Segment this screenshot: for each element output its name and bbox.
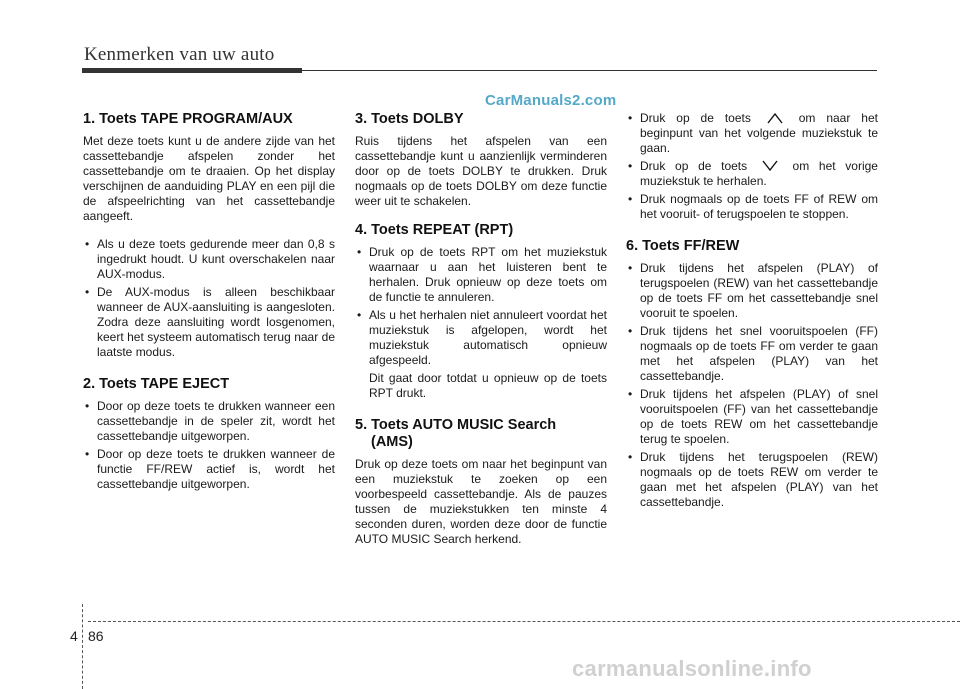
column-2 xyxy=(355,111,607,560)
header-bar-thick xyxy=(82,68,302,73)
list-item: • Als u deze toets gedurende meer dan 0,8 s ingedrukt houdt. U kunt overschakelen naar AUX-modus. xyxy=(83,237,335,282)
section-1-list xyxy=(83,237,335,360)
list-item-text: om naar het beginpunt van het volgende muziekstuk te gaan. xyxy=(640,111,878,155)
section-4-title: 4. Toets REPEAT (RPT) xyxy=(355,222,514,238)
section-2-title: 2. Toets TAPE EJECT xyxy=(83,376,230,392)
list-item: • Druk tijdens het snel vooruitspoelen (FF) nogmaals op de toets FF om verder te gaan met het afspelen (PLAY) van het cassettebandje. xyxy=(626,324,878,384)
section-6-title: 6. Toets FF/REW xyxy=(626,238,740,254)
column-1 xyxy=(83,111,335,495)
list-item: • Druk tijdens het afspelen (PLAY) of snel vooruitspoelen (FF) van het cassettebandje op de toets REW om het cassettebandje terug te spoelen. xyxy=(626,387,878,447)
watermark-bottom: carmanualsonline.info xyxy=(572,656,812,681)
chevron-down-icon xyxy=(759,160,781,172)
list-item xyxy=(626,159,878,189)
section-5-title-line2: (AMS) xyxy=(371,434,413,450)
list-item: • De AUX-modus is alleen beschikbaar wanneer de AUX-aansluiting is aangesloten. Zodra deze aansluiting wordt losgenomen, keert het systeem automatisch terug naar de laatste modus. xyxy=(83,285,335,360)
list-item-text: om het vorige muziekstuk te herhalen. xyxy=(640,159,878,188)
list-item-text: Druk op de toets xyxy=(640,159,748,173)
section-3-title: 3. Toets DOLBY xyxy=(355,111,464,127)
list-item: • Druk nogmaals op de toets FF of REW om het vooruit- of terugspoelen te stoppen. xyxy=(626,192,878,222)
watermark-top: CarManuals2.com xyxy=(485,92,617,109)
section-1-paragraph: Met deze toets kunt u de andere zijde van het cassettebandje afspelen zonder het cassettebandje om te draaien. Op het display verschijnen de aanduiding PLAY en een pijl die de afspeelrichting van het cassettebandje aangeeft. xyxy=(83,134,335,223)
list-item: • Door op deze toets te drukken wanneer de functie FF/REW actief is, wordt het cassettebandje uitgeworpen. xyxy=(83,447,335,492)
footer-vertical-rule xyxy=(82,604,83,689)
list-item-text: Druk op de toets xyxy=(640,111,751,125)
track-list xyxy=(626,111,878,222)
section-2-list xyxy=(83,399,335,492)
list-item: • Druk tijdens het terugspoelen (REW) nogmaals op de toets REW om verder te gaan met het afspelen (PLAY) van het cassettebandje. xyxy=(626,450,878,510)
chevron-up-icon xyxy=(764,112,786,124)
header-rule xyxy=(302,70,877,71)
list-item: • Druk tijdens het afspelen (PLAY) of terugspoelen (REW) van het cassettebandje op de toets FF om het cassettebandje snel vooruit te spoelen. xyxy=(626,261,878,321)
section-1-title: 1. Toets TAPE PROGRAM/AUX xyxy=(83,111,293,127)
section-3-paragraph: Ruis tijdens het afspelen van een cassettebandje kunt u aanzienlijk verminderen door op de toets DOLBY te drukken. Druk nogmaals op de toets DOLBY om deze functie weer uit te schakelen. xyxy=(355,134,607,208)
section-6-list xyxy=(626,261,878,510)
list-item: • Als u het herhalen niet annuleert voordat het muziekstuk is afgelopen, wordt het muziekstuk automatisch opnieuw afgespeeld. xyxy=(355,308,607,368)
list-item xyxy=(626,111,878,156)
chapter-number: 4 xyxy=(70,628,78,644)
page-header-title: Kenmerken van uw auto xyxy=(84,44,275,65)
page-number: 86 xyxy=(88,628,104,644)
section-5-title xyxy=(355,417,607,451)
footer-rule xyxy=(88,621,960,622)
list-item: • Door op deze toets te drukken wanneer een cassettebandje in de speler zit, wordt het cassettebandje uitgeworpen. xyxy=(83,399,335,444)
section-5-paragraph: Druk op deze toets om naar het beginpunt van een muziekstuk te zoeken op een voorbespeeld cassettebandje. Als de pauzes tussen de muziekstukken ten minste 4 seconden duren, worden deze door de functie AUTO MUSIC Search herkend. xyxy=(355,457,607,546)
section-5-title-line1: 5. Toets AUTO MUSIC Search xyxy=(355,417,557,433)
section-4-note: Dit gaat door totdat u opnieuw op de toets RPT drukt. xyxy=(369,371,607,400)
column-3 xyxy=(626,111,878,513)
section-4-list xyxy=(355,245,607,368)
list-item: • Druk op de toets RPT om het muziekstuk waarnaar u aan het luisteren bent te herhalen. Druk opnieuw op deze toets om de functie te annuleren. xyxy=(355,245,607,305)
